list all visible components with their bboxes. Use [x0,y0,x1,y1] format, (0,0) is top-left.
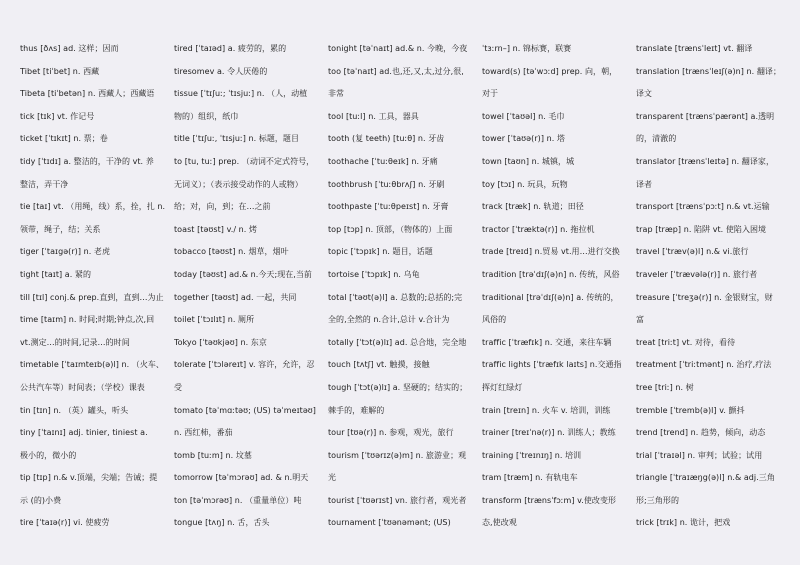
vocab-line: toilet [ˈtɔɪlɪt] n. 厕所 [174,315,255,325]
vocab-line: 全的,全然的 n.合计,总计 v.合计为 [328,315,450,325]
vocab-line: thus [ðʌs] ad. 这样；因而 [20,44,119,53]
vocab-line: translate [trænsˈleɪt] vt. 翻译 [636,44,753,53]
vocab-line: town [taʊn] n. 城镇，城 [482,156,575,166]
vocab-line: traffic [ˈtræfɪk] n. 交通，来往车辆 [482,337,612,347]
vocab-line: 无词义）；（表示接受动作的人或物） [174,179,303,189]
vocab-line: tractor [ˈtræktə(r)] n. 拖拉机 [482,224,595,234]
vocab-line: tiger [ˈtaɪgə(r)] n. 老虎 [20,247,111,257]
vocab-line: 棘手的，难解的 [328,405,385,415]
vocab-line: 非常 [328,89,345,99]
vocab-line: 领带，绳子，结；关系 [20,224,101,234]
vocab-line: trade [treɪd] n.贸易 vt.用…进行交换 [482,247,620,257]
vocab-line: tip [tɪp] n.& v.顶端，尖端；告诫；提 [20,473,158,483]
vocab-line: train [treɪn] n. 火车 v. 培训，训练 [482,405,611,415]
vocab-line: 极小的，微小的 [20,450,77,460]
vocab-line: touch [tʌtʃ] vt. 触摸，接触 [328,360,430,370]
vocab-line: 译文 [636,89,653,99]
vocab-line: ˈtɜːrn–] n. 锦标赛，联赛 [482,44,572,53]
vocab-line: tidy [ˈtɪdɪ] a. 整洁的，干净的 vt. 养 [20,156,154,166]
vocab-line: tram [træm] n. 有轨电车 [482,473,578,483]
vocab-line: Tibeta [tiˈbetən] n. 西藏人；西藏语 [20,89,155,99]
vocab-line: top [tɔp] n. 顶部，（物体的）上面 [328,224,453,234]
vocab-line: traveler [ˈtrævələ(r)] n. 旅行者 [636,269,758,279]
vocab-line: transform [trænsˈfɔːm] v.使改变形 [482,495,617,505]
vocab-line: 挥灯红绿灯 [482,382,523,392]
vocab-line: tournament [ˈtʊənəmənt; (US) [328,518,451,528]
vocab-line: transparent [trænsˈpærənt] a.透明 [636,111,775,121]
vocab-line: transport [trænsˈpɔːt] n.& vt.运输 [636,202,770,212]
vocab-line: 态,使改观 [482,518,517,528]
vocab-line: 的，清澈的 [636,134,677,144]
vocab-line: tiny [ˈtaɪnɪ] adj. tinier, tiniest a. [20,428,148,438]
vocab-line: tolerate [ˈtɔləreɪt] v. 容许，允许，忍 [174,360,315,370]
vocab-line: 形;三角形的 [636,495,679,505]
vocab-line: tool [tuːl] n. 工具，器具 [328,111,419,121]
vocab-column-2 [174,38,327,565]
vocab-line: treat [triːt] vt. 对待，看待 [636,337,736,347]
vocab-line: together [təʊst] ad. 一起，共同 [174,292,297,302]
vocab-line: tick [tɪk] vt. 作记号 [20,111,95,121]
vocab-line: trainer [treɪˈnə(r)] n. 训练人；教练 [482,428,616,438]
vocab-line: totally [ˈtɔt(ə)lɪ] ad. 总合地，完全地 [328,337,467,347]
vocab-line: 译者 [636,179,653,189]
vocab-line: tobacco [təʊst] n. 烟草，烟叶 [174,247,289,257]
vocab-line: toothbrush [ˈtuːθbrʌʃ] n. 牙刷 [328,179,445,189]
vocab-line: traffic lights [ˈtræfɪk laɪts] n.交通指 [482,360,622,370]
vocab-line: translation [trænsˈleɪʃ(ə)n] n. 翻译； [636,66,782,76]
vocab-line: tough [ˈtɔt(ə)lɪ] a. 坚硬的；结实的； [328,382,468,392]
vocab-line: 受 [174,382,183,392]
vocab-line: tight [taɪt] a. 紧的 [20,269,92,279]
vocab-line: title [ˈtɪʃuː, ˈtɪsjuː] n. 标题，题目 [174,134,300,144]
vocab-line: today [təʊst] ad.& n.今天;现在,当前 [174,269,312,279]
vocab-line: Tokyo [ˈtəʊkjəʊ] n. 东京 [174,337,267,347]
vocab-line: till [tɪl] conj.& prep.直到，直到…为止 [20,292,164,302]
vocab-line: triangle [ˈtraɪæŋg(ə)l] n.& adj.三角 [636,473,775,483]
vocab-line: treatment [ˈtriːtmənt] n. 治疗,疗法 [636,360,772,370]
vocab-line: tomb [tuːm] n. 坟墓 [174,450,252,460]
vocab-line: tie [taɪ] vt. （用绳，线）系，拴，扎 n. [20,202,166,212]
vocab-line: tourism [ˈtʊərɪz(ə)m] n. 旅游业；观 [328,450,467,460]
vocab-line: 给；对，向，到；在…之前 [174,202,271,212]
vocab-line: trend [trend] n. 趋势，倾向，动态 [636,428,766,438]
vocab-line: towel [ˈtaʊəl] n. 毛巾 [482,111,565,121]
vocab-line: tin [tɪn] n. （英）罐头，听头 [20,405,129,415]
vocab-line: tomorrow [təˈmɔrəʊ] ad. & n.明天 [174,473,309,483]
vocab-line: tiresomev a. 令人厌倦的 [174,66,268,76]
vocab-line: treasure [ˈtreʒə(r)] n. 金银财宝，财 [636,292,773,302]
vocab-line: trap [træp] n. 陷阱 vt. 使陷入困境 [636,224,767,234]
vocab-line: traditional [trəˈdɪʃ(ə)n] a. 传统的， [482,292,619,302]
vocab-line: tongue [tʌŋ] n. 舌，舌头 [174,518,270,528]
vocab-line: Tibet [tiˈbet] n. 西藏 [20,66,100,76]
vocab-line: ton [təˈmɔrəʊ] n. （重量单位）吨 [174,495,302,505]
vocab-line: tortoise [ˈtɔpɪk] n. 乌龟 [328,269,420,279]
vocab-line: vt.测定…的时间,记录…的时间 [20,337,130,347]
vocab-line: 风俗的 [482,315,507,325]
vocab-line: tower [ˈtaʊə(r)] n. 塔 [482,134,565,144]
vocab-line: n. 西红柿，番茄 [174,428,233,438]
vocab-line: tomato [təˈmɑːtəʊ; (US) təˈmeɪtəʊ] [174,405,316,415]
vocab-column-5 [636,38,789,565]
vocab-line: tired [ˈtaɪəd] a. 疲劳的，累的 [174,44,287,53]
vocab-line: translator [trænsˈleɪtə] n. 翻译家， [636,156,774,166]
vocab-line: ticket [ˈtɪkɪt] n. 票；卷 [20,134,108,144]
vocab-line: track [træk] n. 轨道；田径 [482,202,584,212]
vocab-line: to [tu, tuː] prep. （动词不定式符号， [174,156,315,166]
vocab-line: tour [tʊə(r)] n. 参观，观光，旅行 [328,428,454,438]
vocab-line: toothache [ˈtuːθeɪk] n. 牙痛 [328,156,438,166]
vocab-line: toward(s) [təˈwɔːd] prep. 向，朝， [482,66,618,76]
vocab-line: travel [ˈtræv(ə)l] n.& vi.旅行 [636,247,749,257]
vocab-line: 整洁，弄干净 [20,179,69,189]
vocab-line: 富 [636,315,645,325]
vocab-line: tourist [ˈtʊərɪst] vn. 旅行者，观光者 [328,495,467,505]
vocab-line: toy [tɔɪ] n. 玩具，玩物 [482,179,568,189]
vocab-line: 光 [328,473,337,483]
vocab-line: 示 (的)小费 [20,495,62,505]
vocab-line: tremble [ˈtremb(ə)l] v. 颤抖 [636,405,745,415]
vocab-line: timetable [ˈtaɪmteɪb(ə)l] n. （火车、 [20,360,164,370]
vocab-line: tissue [ˈtɪʃuː; ˈtɪsjuː] n. （人，动植 [174,89,308,99]
vocab-line: topic [ˈtɔpɪk] n. 题目，话题 [328,247,433,257]
vocab-line: tonight [təˈnaɪt] ad.& n. 今晚，今夜 [328,44,468,53]
vocab-column-1 [20,38,173,565]
vocab-line: 物的）组织，纸巾 [174,111,239,121]
vocab-line: 公共汽车等）时间表；（学校）课表 [20,382,145,392]
vocab-column-4 [482,38,635,565]
vocab-column-3 [328,38,481,565]
vocab-line: tooth (复 teeth) [tuːθ] n. 牙齿 [328,134,445,144]
vocab-line: time [taɪm] n. 时间;时期;钟点,次,回 [20,315,155,325]
vocab-line: too [təˈnaɪt] ad.也,还,又,太,过分,很, [328,66,464,76]
vocab-line: toast [təʊst] v./ n. 烤 [174,224,258,234]
vocab-line: tradition [trəˈdɪʃ(ə)n] n. 传统，风俗 [482,269,620,279]
vocab-line: training [ˈtreɪnɪŋ] n. 培训 [482,450,582,460]
vocab-line: trial [ˈtraɪəl] n. 审判；试验；试用 [636,450,763,460]
vocab-line: total [ˈtəʊt(ə)l] a. 总数的;总括的;完 [328,292,463,302]
vocab-line: tire [ˈtaɪə(r)] vi. 使疲劳 [20,518,110,528]
vocab-line: tree [triː] n. 树 [636,382,694,392]
vocab-line: trick [trɪk] n. 诡计，把戏 [636,518,731,528]
vocab-line: 对于 [482,89,499,99]
vocab-line: toothpaste [ˈtuːθpeɪst] n. 牙膏 [328,202,449,212]
